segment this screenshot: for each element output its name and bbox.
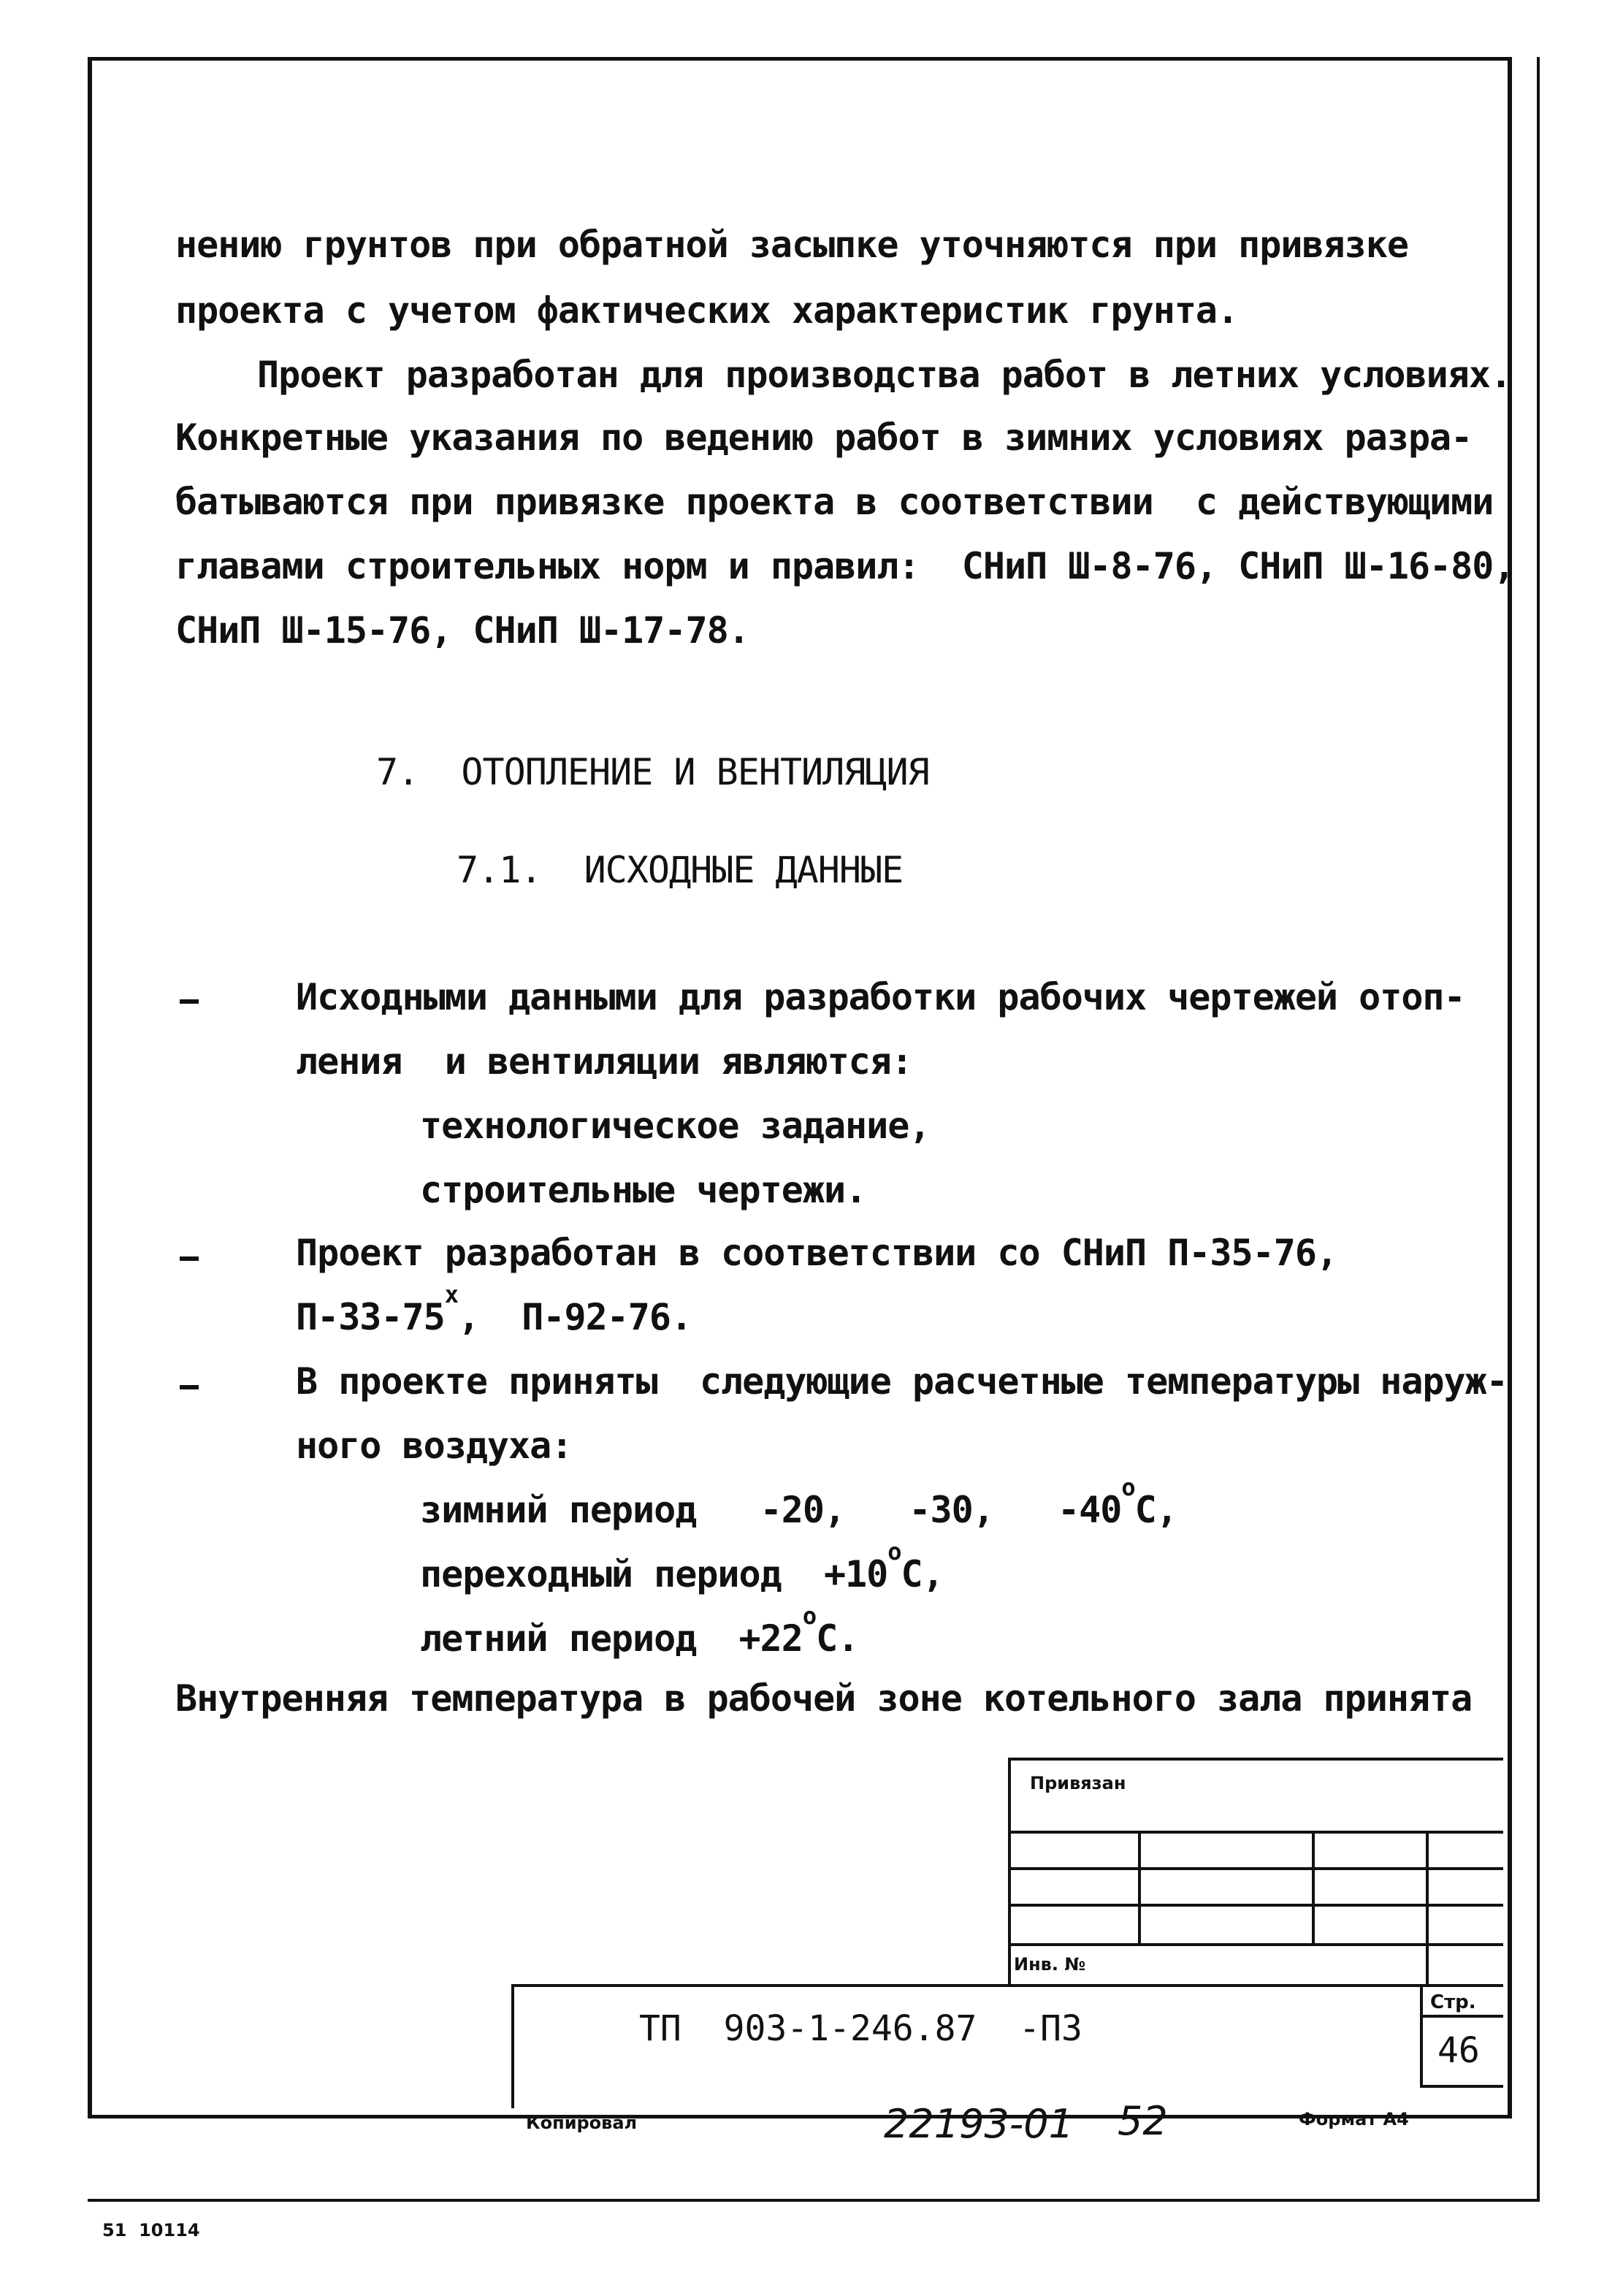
page-number: 46: [1437, 2030, 1480, 2071]
stamp-line: [1008, 1943, 1503, 1946]
stamp-line: [1420, 1984, 1423, 2088]
list-item-line: ления и вентиляции являются:: [296, 1040, 912, 1083]
stamp-line: [1420, 2015, 1503, 2018]
stamp-line: [1008, 1758, 1503, 1761]
stamp-line: [1138, 1831, 1141, 1943]
paragraph-line: Конкретные указания по ведению работ в зимних условиях разра-: [175, 416, 1473, 459]
copied-label: Копировал: [526, 2113, 638, 2133]
paragraph-line: проекта с учетом фактических характеристик грунта.: [175, 289, 1239, 332]
list-item-line: $П-33-75^х$, П-92-76.: [296, 1281, 692, 1338]
list-dash: [180, 1385, 199, 1389]
list-item-line: ного воздуха:: [296, 1424, 573, 1467]
stamp-line: [1008, 1904, 1503, 1907]
section-heading: 7. ОТОПЛЕНИЕ И ВЕНТИЛЯЦИЯ: [376, 751, 929, 793]
list-dash: [180, 999, 199, 1004]
paragraph-line: главами строительных норм и правил: СНиП Ш-8-76, СНиП Ш-16-80,: [175, 545, 1515, 587]
paragraph-line: батываются при привязке проекта в соответствии с действующими: [175, 481, 1494, 523]
temperature-summer: летний период $+22^оС$.: [420, 1602, 859, 1660]
bottom-code: 51 10114: [102, 2220, 200, 2240]
frame-outer-right: [1537, 57, 1540, 2201]
list-dash: [180, 1256, 199, 1261]
subsection-heading: 7.1. ИСХОДНЫЕ ДАННЫЕ: [457, 849, 904, 891]
format-label: Формат А4: [1299, 2109, 1409, 2129]
list-subitem: строительные чертежи.: [420, 1169, 867, 1211]
paragraph-line: нению грунтов при обратной засыпке уточняются при привязке: [175, 224, 1408, 266]
inv-number-label: Инв. №: [1014, 1954, 1086, 1975]
list-item-line: В проекте приняты следующие расчетные температуры наруж-: [296, 1360, 1508, 1403]
privyazan-label: Привязан: [1030, 1773, 1126, 1793]
stamp-line: [1312, 1831, 1315, 1943]
stamp-line: [1420, 2085, 1503, 2088]
document-code: ТП 903-1-246.87 -ПЗ: [639, 2008, 1082, 2049]
stamp-line: [511, 1984, 514, 2108]
stamp-line: [511, 1984, 1503, 1987]
order-number: 22193-01: [884, 2101, 1074, 2147]
list-item-line: Проект разработан в соответствии со СНиП П-35-76,: [296, 1232, 1338, 1274]
sheet-number: 52: [1118, 2098, 1168, 2144]
paragraph-line: СНиП Ш-15-76, СНиП Ш-17-78.: [175, 609, 749, 652]
paragraph-line: Проект разработан для производства работ в летних условиях.: [257, 354, 1512, 396]
temperature-transition: переходный период $+10^оС$,: [420, 1538, 944, 1595]
temperature-winter: зимний период -20, -30, $-40^оС$,: [420, 1473, 1177, 1531]
frame-outer-bottom: [88, 2199, 1540, 2202]
page-label: Стр.: [1430, 1991, 1476, 2013]
stamp-line: [1008, 1758, 1011, 1986]
stamp-line: [1008, 1867, 1503, 1870]
list-item-line: Исходными данными для разработки рабочих чертежей отоп-: [296, 976, 1465, 1018]
paragraph-line: Внутренняя температура в рабочей зоне котельного зала принята: [175, 1677, 1473, 1720]
stamp-line: [1008, 1831, 1503, 1834]
list-subitem: технологическое задание,: [420, 1105, 931, 1147]
stamp-line: [1426, 1831, 1429, 1986]
